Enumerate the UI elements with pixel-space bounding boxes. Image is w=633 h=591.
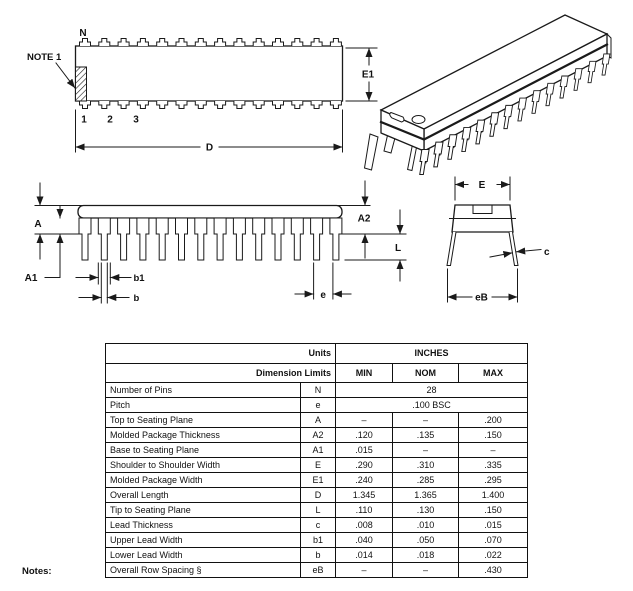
row-name: Pitch (106, 398, 301, 413)
pin (311, 39, 322, 47)
row-name: Upper Lead Width (106, 533, 301, 548)
units-label: Units (106, 344, 336, 364)
pin (195, 39, 206, 47)
note1-arrow (56, 63, 75, 88)
row-min: .110 (336, 503, 393, 518)
pin (292, 101, 303, 109)
pin (291, 218, 303, 260)
row-symbol: E (301, 458, 336, 473)
pin (253, 39, 264, 47)
row-name: Lead Thickness (106, 518, 301, 533)
pin-number-2: 2 (107, 114, 113, 126)
pin (137, 39, 148, 47)
pin (215, 101, 226, 109)
pin (234, 39, 245, 47)
row-min: .015 (336, 443, 393, 458)
row-max: .150 (459, 428, 528, 443)
pin (156, 218, 168, 260)
dim-label-a1: A1 (24, 273, 38, 284)
pin (80, 101, 91, 109)
dim-label-d: D (205, 142, 214, 154)
row-min: – (336, 413, 393, 428)
side-view-pins (79, 218, 342, 260)
row-max: .150 (459, 503, 528, 518)
table-row (106, 428, 528, 443)
row-min: .120 (336, 428, 393, 443)
row-symbol: A1 (301, 443, 336, 458)
row-max: .335 (459, 458, 528, 473)
side-view (25, 181, 406, 304)
pin (311, 218, 323, 260)
row-min: .040 (336, 533, 393, 548)
end-view (447, 177, 550, 304)
row-name: Number of Pins (106, 383, 301, 398)
row-name: Molded Package Width (106, 473, 301, 488)
units-value: INCHES (336, 344, 528, 364)
pin (311, 101, 322, 109)
pin (253, 101, 264, 109)
pin1-dimple (412, 116, 425, 124)
row-nom: .310 (393, 458, 459, 473)
row-min: – (336, 563, 393, 578)
row-nom: – (393, 563, 459, 578)
row-max: 1.400 (459, 488, 528, 503)
row-symbol: c (301, 518, 336, 533)
pin (157, 101, 168, 109)
pin (157, 39, 168, 47)
row-name: Overall Row Spacing § (106, 563, 301, 578)
table-row (106, 518, 528, 533)
row-max: – (459, 443, 528, 458)
row-name: Lower Lead Width (106, 548, 301, 563)
row-symbol: b1 (301, 533, 336, 548)
dim-label-b: b (133, 293, 140, 304)
col-header-min: MIN (336, 364, 393, 383)
pin (330, 218, 342, 260)
dimension-table (105, 343, 528, 578)
dimension-limits-label: Dimension Limits (106, 364, 336, 383)
top-view (27, 28, 377, 154)
table-header-row (106, 364, 528, 383)
pin (176, 39, 187, 47)
pin (214, 218, 226, 260)
pin (233, 218, 245, 260)
row-nom: – (393, 413, 459, 428)
pin (176, 218, 188, 260)
notes-label: Notes: (22, 566, 52, 577)
dim-label-a2: A2 (357, 213, 371, 225)
row-max: .070 (459, 533, 528, 548)
pin (253, 218, 265, 260)
table-row (106, 398, 528, 413)
row-symbol: D (301, 488, 336, 503)
pin (292, 39, 303, 47)
col-header-max: MAX (459, 364, 528, 383)
table-row (106, 488, 528, 503)
table-row (106, 443, 528, 458)
pin (330, 39, 341, 47)
body (78, 206, 342, 219)
row-symbol: e (301, 398, 336, 413)
col-header-nom: NOM (393, 364, 459, 383)
row-name: Shoulder to Shoulder Width (106, 458, 301, 473)
table-row (106, 413, 528, 428)
dim-label-a: A (34, 219, 42, 230)
dim-label-e1: E1 (361, 69, 375, 81)
pin (272, 218, 284, 260)
pin (234, 101, 245, 109)
dim-label-e-width: E (478, 180, 486, 191)
table-column-stub (458, 564, 459, 570)
row-symbol: N (301, 383, 336, 398)
row-symbol: eB (301, 563, 336, 578)
pin (137, 218, 149, 260)
row-nom: .130 (393, 503, 459, 518)
pin (99, 101, 110, 109)
dim-label-b1: b1 (133, 273, 145, 284)
row-min: .008 (336, 518, 393, 533)
pin (418, 150, 429, 175)
pin-count-label: N (79, 28, 87, 39)
pin (330, 101, 341, 109)
pin (273, 101, 284, 109)
pin (365, 134, 379, 170)
row-min: 1.345 (336, 488, 393, 503)
row-min: .240 (336, 473, 393, 488)
pin-number-3: 3 (133, 114, 139, 126)
row-value: .100 BSC (336, 398, 528, 413)
row-name: Molded Package Thickness (106, 428, 301, 443)
row-nom: .285 (393, 473, 459, 488)
row-symbol: L (301, 503, 336, 518)
pin (80, 39, 91, 47)
pin (79, 218, 91, 260)
dim-label-l: L (394, 243, 402, 254)
row-name: Base to Seating Plane (106, 443, 301, 458)
table-row (106, 503, 528, 518)
table-header-row (106, 344, 528, 364)
table-column-stub (335, 564, 336, 570)
row-symbol: A (301, 413, 336, 428)
pin (118, 218, 130, 260)
row-name: Overall Length (106, 488, 301, 503)
row-max: .200 (459, 413, 528, 428)
pin (195, 101, 206, 109)
pin (215, 39, 226, 47)
table-row (106, 548, 528, 563)
row-max: .295 (459, 473, 528, 488)
dim-label-e: e (320, 290, 326, 301)
pin (195, 218, 207, 260)
pin (137, 101, 148, 109)
table-row (106, 458, 528, 473)
table-row (106, 473, 528, 488)
row-max: .022 (459, 548, 528, 563)
pin (273, 39, 284, 47)
row-symbol: A2 (301, 428, 336, 443)
row-symbol: b (301, 548, 336, 563)
row-nom: .010 (393, 518, 459, 533)
pin1-index-mark (76, 67, 87, 101)
table-column-stub (527, 564, 528, 570)
row-max: .015 (459, 518, 528, 533)
dim-label-eb: eB (475, 292, 488, 304)
note1-label: NOTE 1 (27, 52, 62, 63)
pin (98, 218, 110, 260)
isometric-view (365, 15, 612, 175)
row-nom: – (393, 443, 459, 458)
pin (118, 39, 129, 47)
pin (118, 101, 129, 109)
row-symbol: E1 (301, 473, 336, 488)
row-nom: .135 (393, 428, 459, 443)
pin (407, 145, 417, 171)
pin (99, 39, 110, 47)
row-nom: .050 (393, 533, 459, 548)
dim-label-c: c (544, 247, 550, 258)
pin-number-1: 1 (81, 114, 87, 126)
left-lead (447, 232, 456, 266)
row-nom: .018 (393, 548, 459, 563)
table-row (106, 533, 528, 548)
table-row (106, 383, 528, 398)
row-name: Tip to Seating Plane (106, 503, 301, 518)
pin (176, 101, 187, 109)
row-nom: 1.365 (393, 488, 459, 503)
table-row (106, 563, 528, 578)
row-max: .430 (459, 563, 528, 578)
right-lead (509, 232, 518, 266)
table-column-stub (392, 564, 393, 570)
row-value: 28 (336, 383, 528, 398)
row-min: .014 (336, 548, 393, 563)
row-name: Top to Seating Plane (106, 413, 301, 428)
row-min: .290 (336, 458, 393, 473)
